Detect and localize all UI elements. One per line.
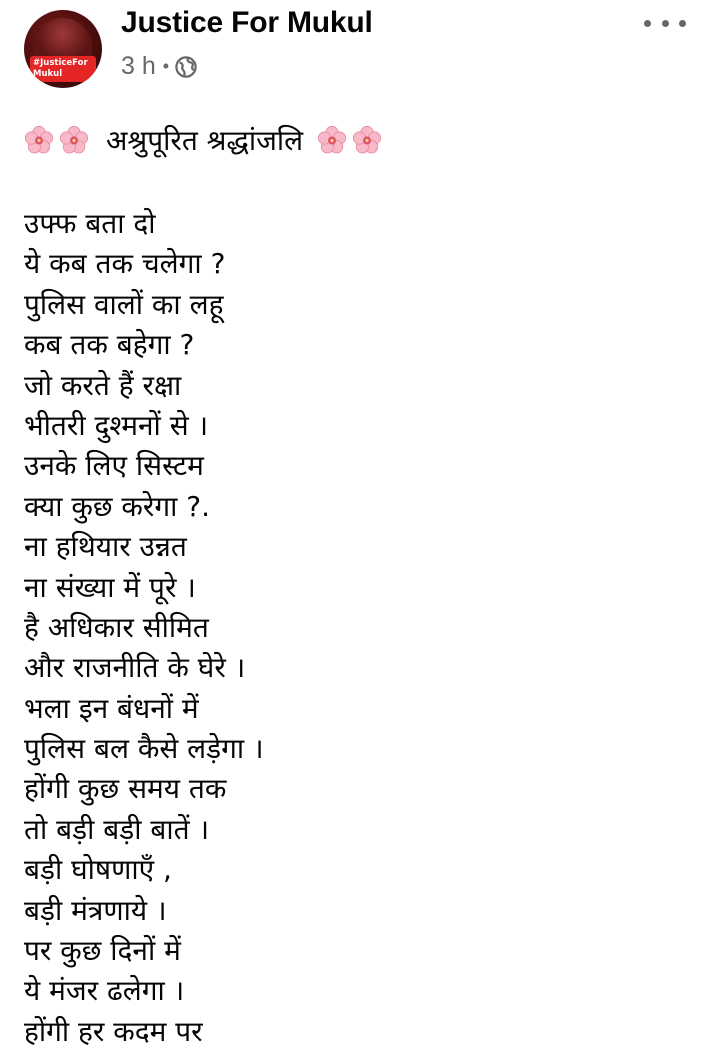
post-meta — [121, 52, 197, 81]
poem-line: है अधिकार सीमित — [24, 610, 209, 644]
poem-line: क्या कुछ करेगा ?. — [24, 489, 211, 523]
more-options-icon[interactable] — [640, 8, 690, 38]
poem-line: पुलिस बल कैसे लड़ेगा । — [24, 732, 264, 766]
poem-line: ये कब तक चलेगा ? — [24, 247, 226, 281]
poem-line: उनके लिए सिस्टम — [24, 449, 204, 483]
tribute-text: अश्रुपूरित श्रद्धांजलि — [106, 124, 304, 157]
post-header — [0, 0, 720, 100]
poem-line: बड़ी मंत्रणाये । — [24, 893, 167, 927]
meta-separator: • — [162, 56, 170, 76]
poem-line: ये मंजर ढलेगा । — [24, 974, 185, 1008]
avatar-photo — [34, 18, 92, 58]
avatar-badge-line2: Mukul — [33, 69, 63, 79]
avatar-badge-line1: #JusticeFor — [33, 58, 88, 68]
post-timestamp[interactable]: 3 h — [121, 52, 156, 80]
page-avatar[interactable] — [24, 10, 102, 88]
poem-line: भीतरी दुश्मनों से । — [24, 408, 209, 442]
poem-line: बड़ी घोषणाएँ , — [24, 853, 172, 887]
poem-line: ना संख्या में पूरे । — [24, 570, 196, 604]
poem-line: होंगी हर कदम पर — [24, 1014, 203, 1048]
poem-line: पुलिस वालों का लहू — [24, 287, 224, 321]
more-dot — [662, 20, 669, 27]
tribute-heading — [24, 118, 704, 162]
poem-line: पर कुछ दिनों में — [24, 934, 181, 968]
poem-line: जो करते हैं रक्षा — [24, 368, 182, 402]
post-body — [24, 118, 704, 1052]
poem-line: ना हथियार उन्नत — [24, 530, 187, 564]
cherry-blossom-icon — [59, 125, 89, 155]
poem-line: और राजनीति के घेरे । — [24, 651, 246, 685]
more-dot — [679, 20, 686, 27]
cherry-blossom-icon — [317, 125, 347, 155]
more-dot — [644, 20, 651, 27]
cherry-blossom-icon — [352, 125, 382, 155]
poem-line: तो बड़ी बड़ी बातें । — [24, 812, 210, 846]
page-name-link[interactable]: Justice For Mukul — [121, 6, 373, 39]
globe-icon[interactable] — [175, 56, 197, 78]
cherry-blossom-icon — [24, 125, 54, 155]
poem-line: उफ्फ बता दो — [24, 207, 156, 240]
poem-line: कब तक बहेगा ? — [24, 328, 195, 362]
avatar-badge — [30, 56, 96, 82]
poem-line: भला इन बंधनों में — [24, 691, 199, 725]
poem-text — [24, 204, 704, 1052]
poem-line: होंगी कुछ समय तक — [24, 772, 227, 806]
